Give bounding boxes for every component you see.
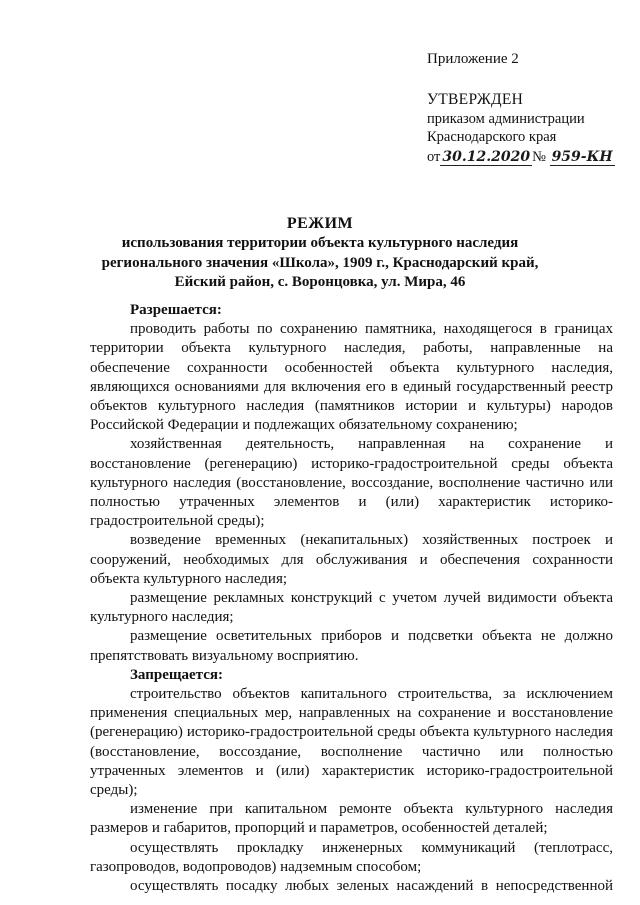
approval-date-line — [427, 146, 627, 168]
document-title — [0, 213, 640, 293]
allowed-heading: Разрешается: — [130, 302, 222, 318]
forbidden-item-3: осуществлять прокладку инженерных коммуникаций (теплотрасс, газопроводов, водопроводов) надземным способом; — [90, 839, 613, 875]
allowed-item-4: размещение рекламных конструкций с учетом лучей видимости объекта культурного наследия; — [90, 590, 613, 626]
title-line-2: регионального значения «Школа», 1909 г., Краснодарский край, — [101, 254, 539, 271]
title-main: РЕЖИМ — [286, 215, 354, 232]
document-body — [90, 301, 613, 896]
number-prefix: № — [532, 149, 546, 165]
date-prefix: от — [427, 149, 441, 165]
handwritten-date: 30.12.2020 — [442, 149, 531, 165]
title-line-3: Ейский район, с. Воронцовка, ул. Мира, 46 — [174, 274, 466, 290]
forbidden-heading: Запрещается: — [130, 666, 224, 683]
forbidden-item-1: строительство объектов капитального строительства, за исключением применения специальных мер, направленных на сохранение и восстановление (регенерацию) историко-градостроительной среды объекта культурного наследия (восстановление, воссоздание, восполнение частично или полностью утраченных элементов и (или) характеристик историко-градостроительной среды); — [90, 686, 613, 799]
approval-heading: УТВЕРЖДЕН — [427, 91, 524, 108]
forbidden-item-2: изменение при капитальном ремонте объекта культурного наследия размеров и габаритов, пропорций и параметров, особенностей деталей; — [90, 801, 613, 837]
title-line-1: использования территории объекта культурного наследия — [121, 235, 519, 251]
forbidden-item-4: осуществлять посадку любых зеленых насаждений в непосредственной — [130, 878, 613, 895]
approval-block — [427, 90, 627, 168]
allowed-item-3: возведение временных (некапитальных) хозяйственных построек и сооружений, необходимых для обслуживания и обеспечения сохранности объекта культурного наследия; — [90, 532, 613, 587]
allowed-item-5: размещение осветительных приборов и подсветки объекта не должно препятствовать визуальному восприятию. — [90, 628, 613, 664]
allowed-item-1: проводить работы по сохранению памятника, находящегося в границах территории объекта культурного наследия, работы, направленные на обеспечение сохранности особенностей объекта культурного наследия, являющихся основаниями для включения его в единый государственный реестр объектов культурного наследия (памятников истории и культуры) народов Российской Федерации и подлежащих обязательному сохранению; — [90, 321, 613, 434]
appendix-label: Приложение 2 — [427, 51, 519, 67]
allowed-item-2: хозяйственная деятельность, направленная на сохранение и восстановление (регенерацию) историко-градостроительной среды объекта культурного наследия (восстановление, воссоздание, восполнение частично или полностью утраченных элементов и (или) характеристик историко-градостроительной среды); — [90, 436, 613, 530]
approval-line-2: Краснодарского края — [427, 129, 557, 145]
approval-line-1: приказом администрации — [427, 111, 585, 127]
handwritten-number: 959-КН — [551, 149, 613, 165]
